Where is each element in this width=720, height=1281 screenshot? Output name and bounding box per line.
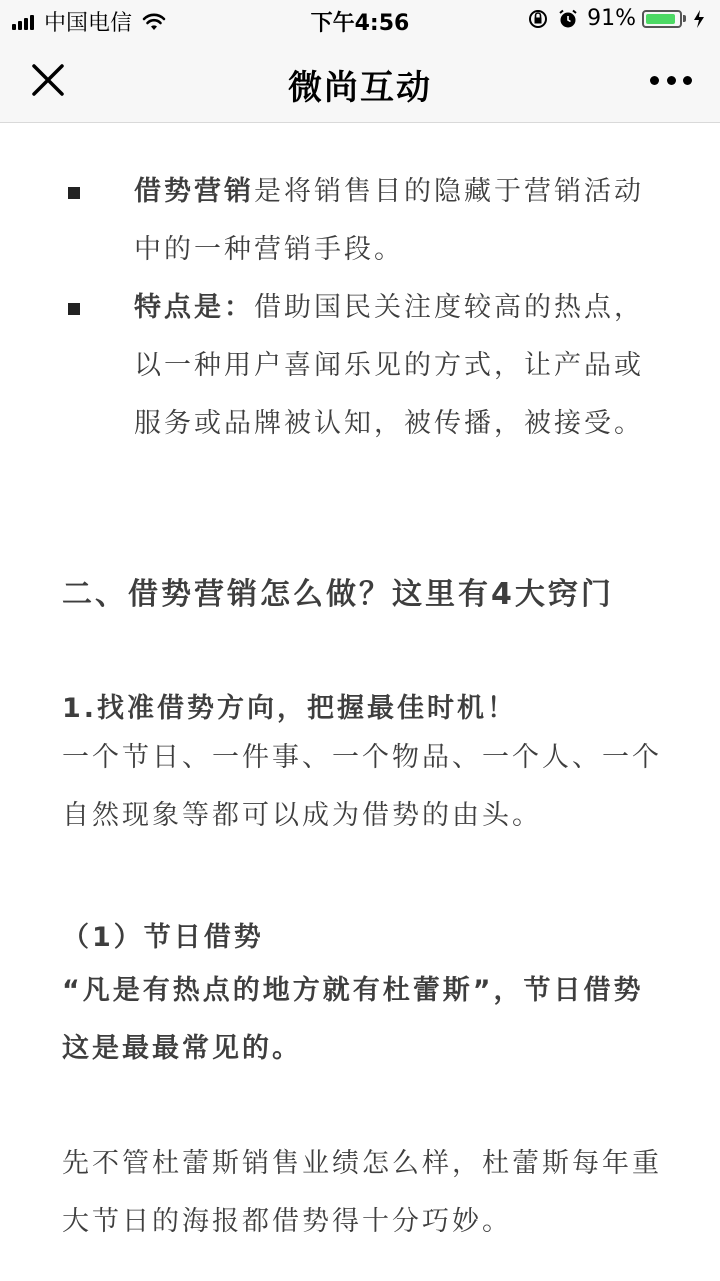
- article-content: [0, 123, 720, 1281]
- status-time: 下午4:56: [310, 11, 410, 36]
- status-bar: [0, 0, 720, 40]
- bullet-text: [134, 163, 664, 279]
- orientation-lock-icon: [527, 8, 549, 30]
- battery-fill: [646, 14, 675, 24]
- more-options-icon[interactable]: [650, 76, 692, 88]
- subsection-title: （1）节日借势: [62, 922, 264, 953]
- section-heading: 二、借势营销怎么做？这里有4大窍门: [62, 577, 614, 612]
- bullet-square: [68, 187, 80, 199]
- charging-bolt-icon: [692, 9, 706, 29]
- battery-icon: [642, 10, 686, 28]
- bullet-strong: 借势营销: [134, 176, 254, 207]
- quote-paragraph: “凡是有热点的地方就有杜蕾斯”，节日借势这是最最常见的。: [62, 975, 644, 1064]
- bullet-body: 是将销售目的隐藏于营销活动中的一种营销手段。: [134, 176, 644, 265]
- battery-percent: 91%: [587, 6, 636, 31]
- bullet-square: [68, 303, 80, 315]
- carrier-name: 中国电信: [44, 11, 133, 36]
- nav-bar: [0, 40, 720, 123]
- subsection-title: 1.找准借势方向，把握最佳时机！: [62, 693, 518, 724]
- bullet-text: [134, 279, 664, 453]
- bullet-body: 借助国民关注度较高的热点，以一种用户喜闻乐见的方式，让产品或服务或品牌被认知，被传播，被接受。: [134, 292, 644, 439]
- alarm-clock-icon: [557, 8, 579, 30]
- paragraph: 一个节日、一件事、一个物品、一个人、一个自然现象等都可以成为借势的由头。: [62, 742, 662, 831]
- page-title: 微尚互动: [288, 68, 432, 108]
- bullet-strong: 特点是：: [134, 292, 254, 323]
- paragraph: 先不管杜蕾斯销售业绩怎么样，杜蕾斯每年重大节日的海报都借势得十分巧妙。: [62, 1148, 662, 1237]
